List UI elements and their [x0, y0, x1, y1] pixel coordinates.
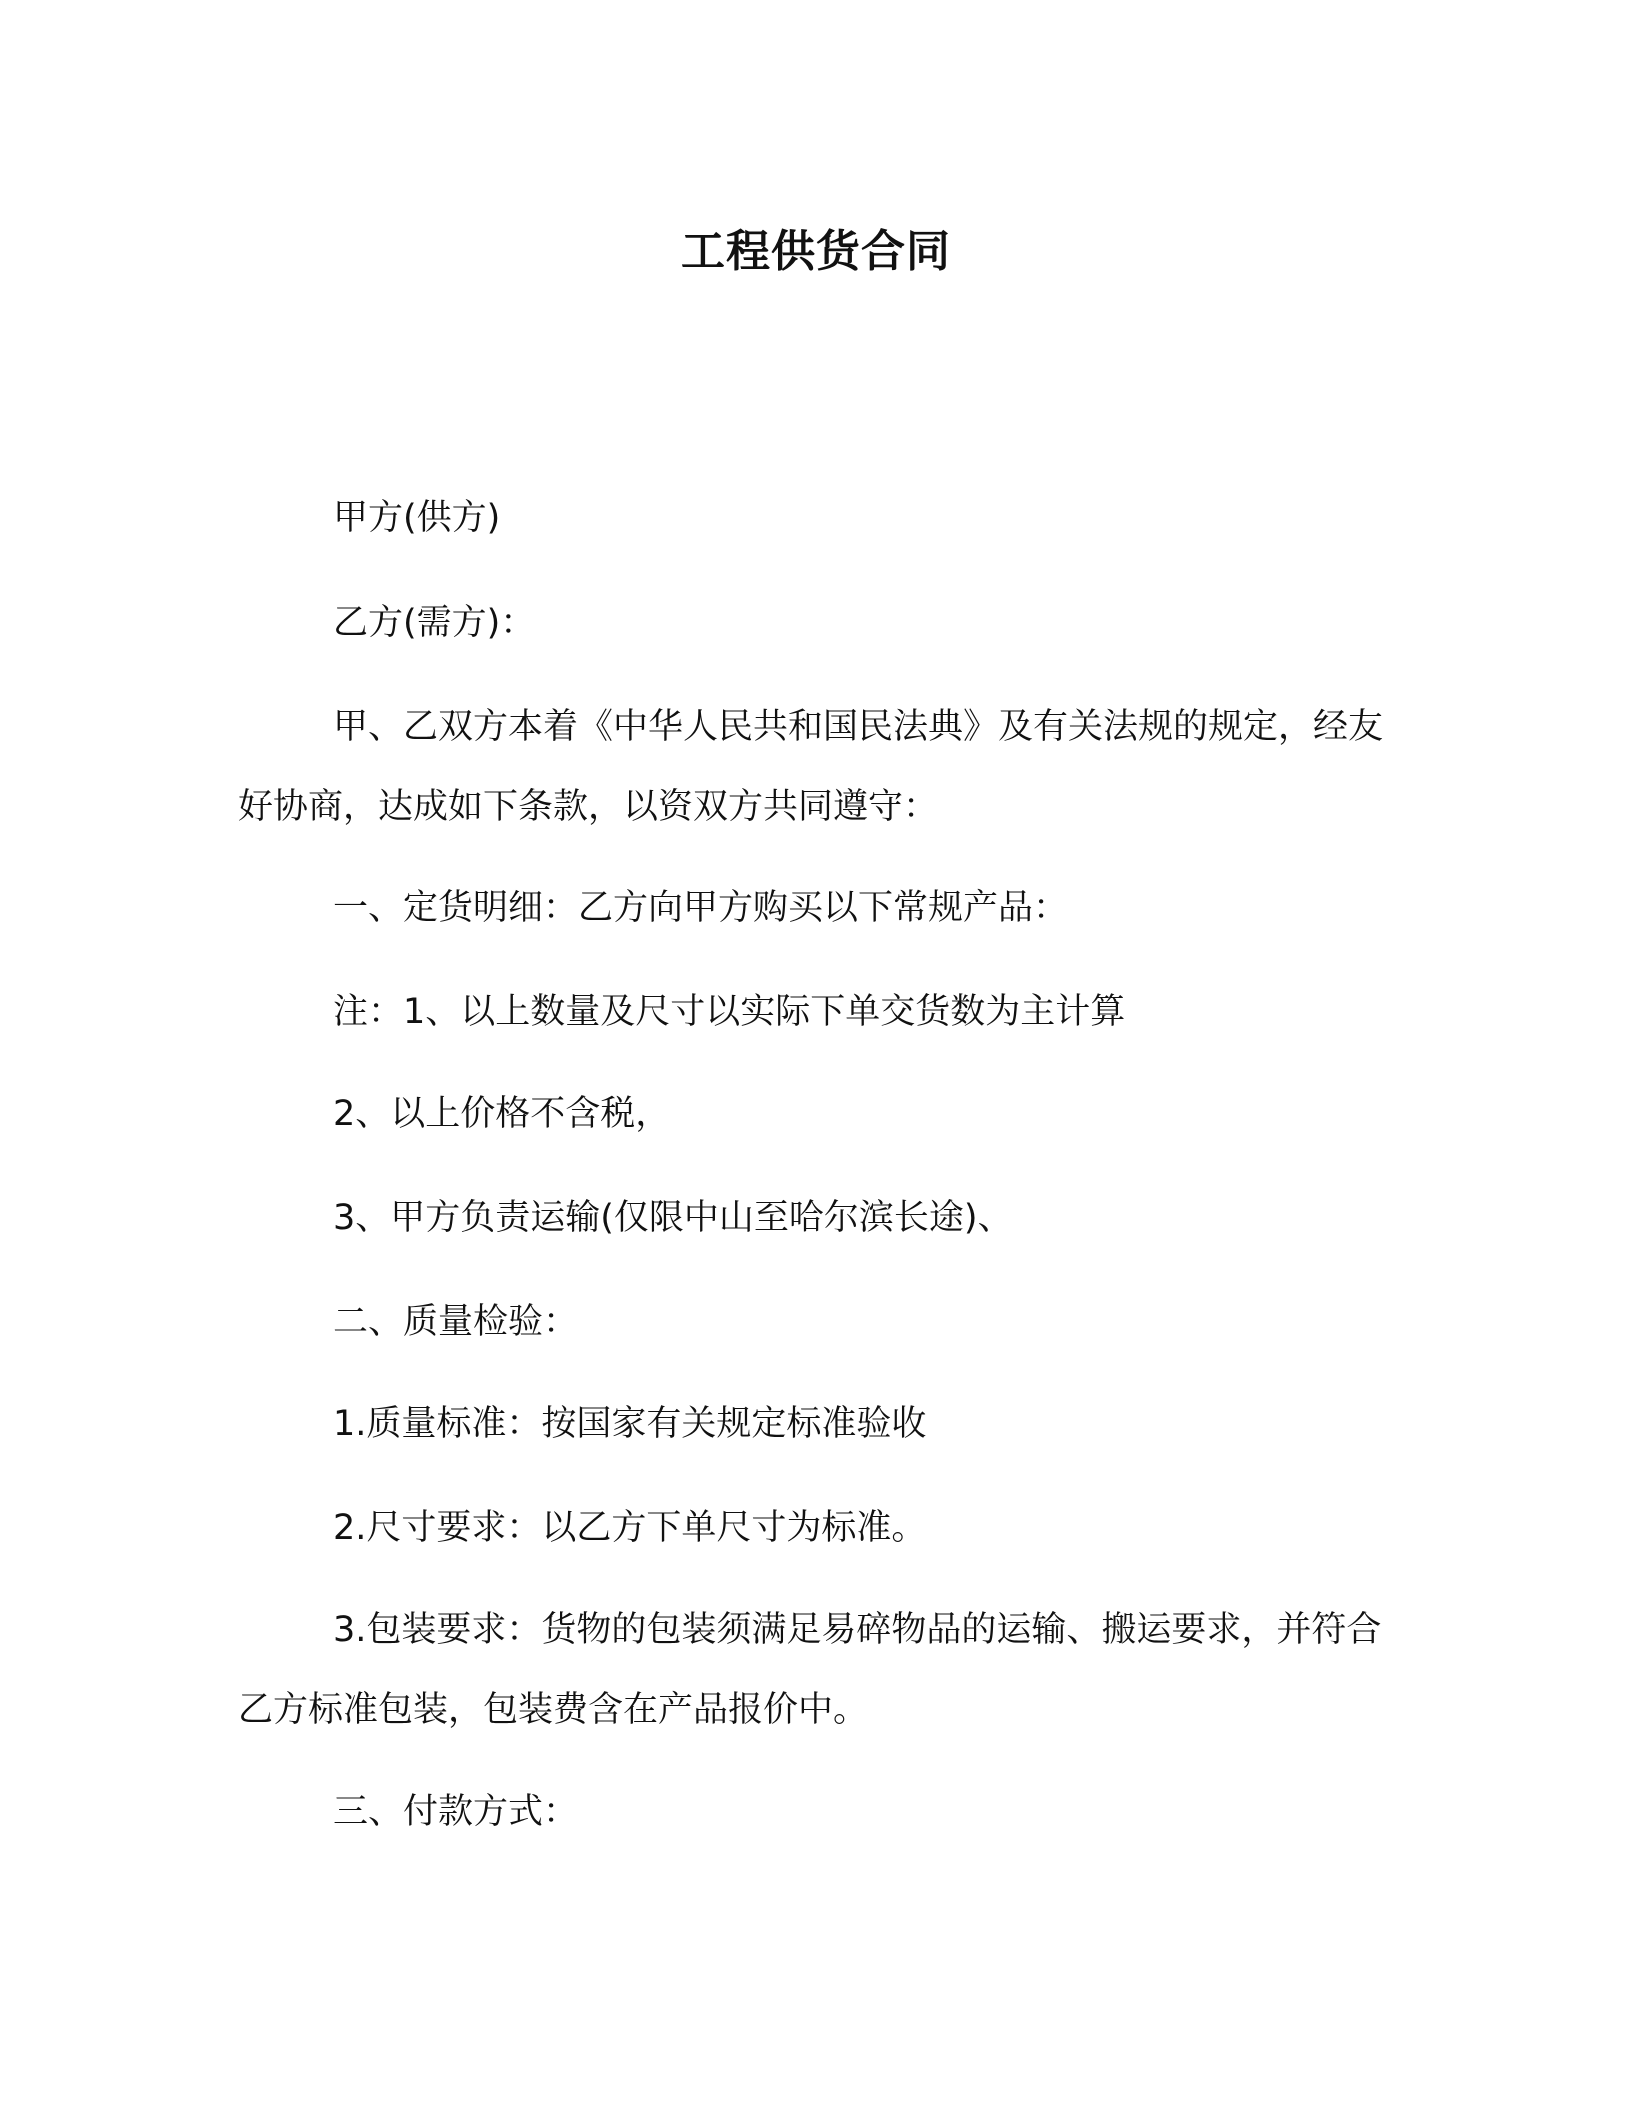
- note-3: 3、甲方负责运输(仅限中山至哈尔滨长途)、: [333, 1198, 1013, 1238]
- preamble-paragraph: 甲、乙双方本着《中华人民共和国民法典》及有关法规的规定，经友好协商，达成如下条款，以资双方共同遵守：: [238, 707, 1384, 827]
- party-a-line: 甲方(供方): [333, 498, 501, 538]
- document-title: 工程供货合同: [681, 226, 951, 277]
- party-b-line: 乙方(需方)：: [333, 603, 536, 643]
- section-1-heading: 一、定货明细：乙方向甲方购买以下常规产品：: [333, 888, 1069, 928]
- note-2: 2、以上价格不含税，: [333, 1094, 671, 1134]
- note-1: 注：1、以上数量及尺寸以实际下单交货数为主计算: [333, 992, 1126, 1032]
- packaging-requirement: 3.包装要求：货物的包装须满足易碎物品的运输、搬运要求，并符合乙方标准包装，包装费含在产品报价中。: [238, 1610, 1382, 1730]
- section-2-heading: 二、质量检验：: [333, 1302, 579, 1342]
- section-3-heading: 三、付款方式：: [333, 1792, 579, 1832]
- quality-standard: 1.质量标准：按国家有关规定标准验收: [333, 1404, 927, 1444]
- size-requirement: 2.尺寸要求：以乙方下单尺寸为标准。: [333, 1508, 927, 1548]
